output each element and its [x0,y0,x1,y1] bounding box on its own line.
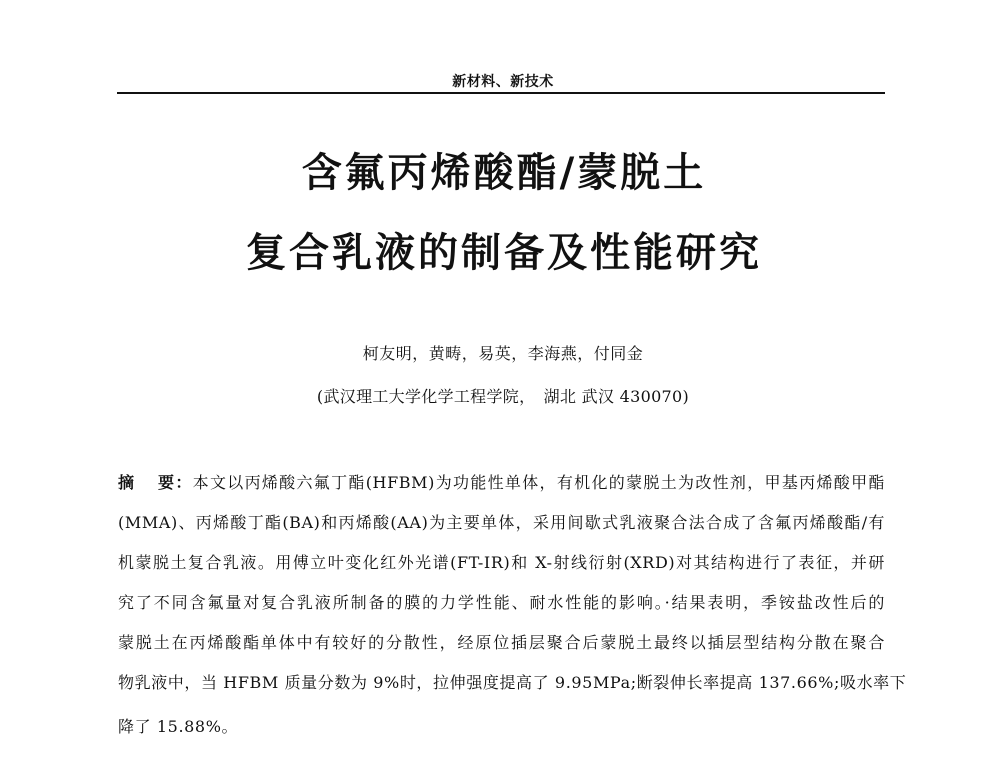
abstract-line-2: (MMA)、丙烯酸丁酯(BA)和丙烯酸(AA)为主要单体，采用间歇式乳液聚合法合成了含氟丙烯酸酯/有 [118,513,885,532]
abstract-label-char-2: 要： [157,473,193,492]
abstract-line-3: 机蒙脱土复合乳液。用傅立叶变化红外光谱(FT-IR)和 X-射线衍射(XRD)对其结构进行了表征，并研 [118,553,885,572]
header-rule [117,92,885,94]
paper-title-line-1: 含氟丙烯酸酯/蒙脱土 [301,150,707,196]
abstract-text: 本文以丙烯酸六氟丁酯(HFBM)为功能性单体，有机化的蒙脱土为改性剂，甲基丙烯酸甲酯 [192,473,885,492]
author-affiliation: (武汉理工大学化学工程学院， 湖北 武汉 430070) [316,387,690,406]
abstract-line-4: 究了不同含氟量对复合乳液所制备的膜的力学性能、耐水性能的影响。·结果表明，季铵盐改性后的 [118,593,885,612]
abstract-line-7: 降了 15.88%。 [118,717,239,736]
abstract-line-6: 物乳液中，当 HFBM 质量分数为 9%时，拉伸强度提高了 9.95MPa;断裂伸长率提高 137.66%;吸水率下 [118,673,907,692]
abstract-label-char-1: 摘 [118,473,136,492]
author-list: 柯友明，黄畴，易英，李海燕，付同金 [362,344,644,363]
journal-section-label: 新材料、新技术 [452,74,554,90]
abstract-label [118,473,193,492]
abstract-line-5: 蒙脱土在丙烯酸酯单体中有较好的分散性，经原位插层聚合后蒙脱土最终以插层型结构分散在聚合 [118,633,885,652]
paper-title-line-2: 复合乳液的制备及性能研究 [246,230,762,276]
abstract-line-1 [118,470,885,493]
